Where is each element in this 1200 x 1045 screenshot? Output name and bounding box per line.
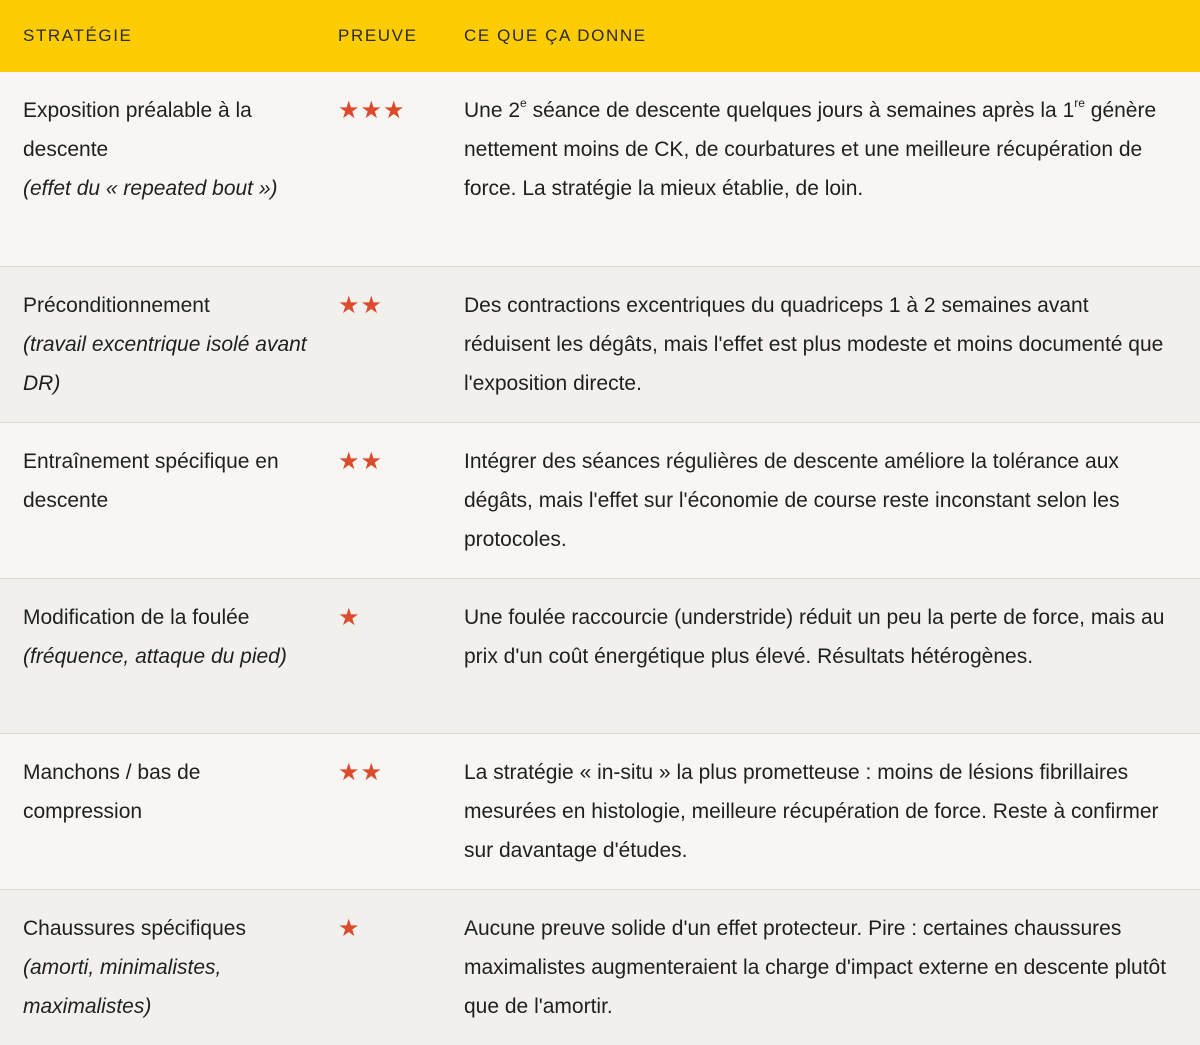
header-row [0, 0, 1200, 72]
proof-cell [338, 72, 464, 266]
result-text-part: Une 2 [464, 99, 521, 122]
strategy-cell [0, 422, 338, 578]
strategy-name: Préconditionnement [23, 293, 210, 317]
star-rating-icon: ★★ [338, 291, 384, 319]
proof-cell [338, 578, 464, 733]
table-row [0, 578, 1200, 733]
table-row [0, 889, 1200, 1045]
table-header [0, 0, 1200, 72]
table-row [0, 72, 1200, 266]
superscript: re [1074, 96, 1085, 110]
result-cell [464, 72, 1200, 266]
star-rating-icon: ★★ [338, 447, 384, 475]
result-cell: Intégrer des séances régulières de descente améliore la tolérance aux dégâts, mais l'effet sur l'économie de course reste inconstant selon les protocoles. [464, 449, 1120, 551]
result-cell: Aucune preuve solide d'un effet protecteur. Pire : certaines chaussures maximalistes augmenteraient la charge d'impact externe en descente plutôt que de l'amortir. [464, 916, 1167, 1018]
proof-cell [338, 266, 464, 422]
result-cell: Des contractions excentriques du quadriceps 1 à 2 semaines avant réduisent les dégâts, mais l'effet est plus modeste et moins documenté que l'exposition directe. [464, 293, 1164, 395]
header-proof: PREUVE [338, 26, 418, 45]
strategy-name: Chaussures spécifiques [23, 916, 246, 940]
strategy-cell [0, 266, 338, 422]
superscript: e [520, 96, 527, 110]
strategy-cell [0, 733, 338, 889]
result-cell: La stratégie « in-situ » la plus prometteuse : moins de lésions fibrillaires mesurées en histologie, meilleure récupération de force. Reste à confirmer sur davantage d'études. [464, 760, 1159, 862]
header-strategy: STRATÉGIE [23, 26, 133, 45]
result-text-part: séance de descente quelques jours à semaines après la 1 [526, 99, 1075, 122]
strategy-note: (fréquence, attaque du pied) [23, 644, 287, 668]
proof-cell [338, 733, 464, 889]
strategy-name: Exposition préalable à la descente [23, 99, 252, 161]
table-row [0, 266, 1200, 422]
table-body [0, 72, 1200, 1045]
star-rating-icon: ★ [338, 914, 361, 942]
proof-cell [338, 889, 464, 1045]
star-rating-icon: ★★★ [338, 97, 406, 124]
strategy-cell [0, 72, 338, 266]
strategy-note: (effet du « repeated bout ») [23, 177, 278, 200]
table-row [0, 422, 1200, 578]
strategy-note: (amorti, minimalistes, maximalistes) [23, 955, 222, 1018]
star-rating-icon: ★ [338, 603, 361, 631]
strategy-name: Modification de la foulée [23, 605, 250, 629]
table-row [0, 733, 1200, 889]
strategy-name: Entraînement spécifique en descente [23, 449, 279, 512]
strategy-name: Manchons / bas de compression [23, 760, 201, 823]
proof-cell [338, 422, 464, 578]
result-cell: Une foulée raccourcie (understride) réduit un peu la perte de force, mais au prix d'un coût énergétique plus élevé. Résultats hétérogènes. [464, 605, 1165, 668]
strategy-cell [0, 889, 338, 1045]
header-result: CE QUE ÇA DONNE [464, 26, 647, 45]
strategy-cell [0, 578, 338, 733]
strategy-note: (travail excentrique isolé avant DR) [23, 332, 307, 395]
star-rating-icon: ★★ [338, 758, 384, 786]
result-text-part: génère nettement moins de CK, de courbatures et une meilleure récupération de force. La stratégie la mieux établie, de loin. [464, 99, 1157, 200]
